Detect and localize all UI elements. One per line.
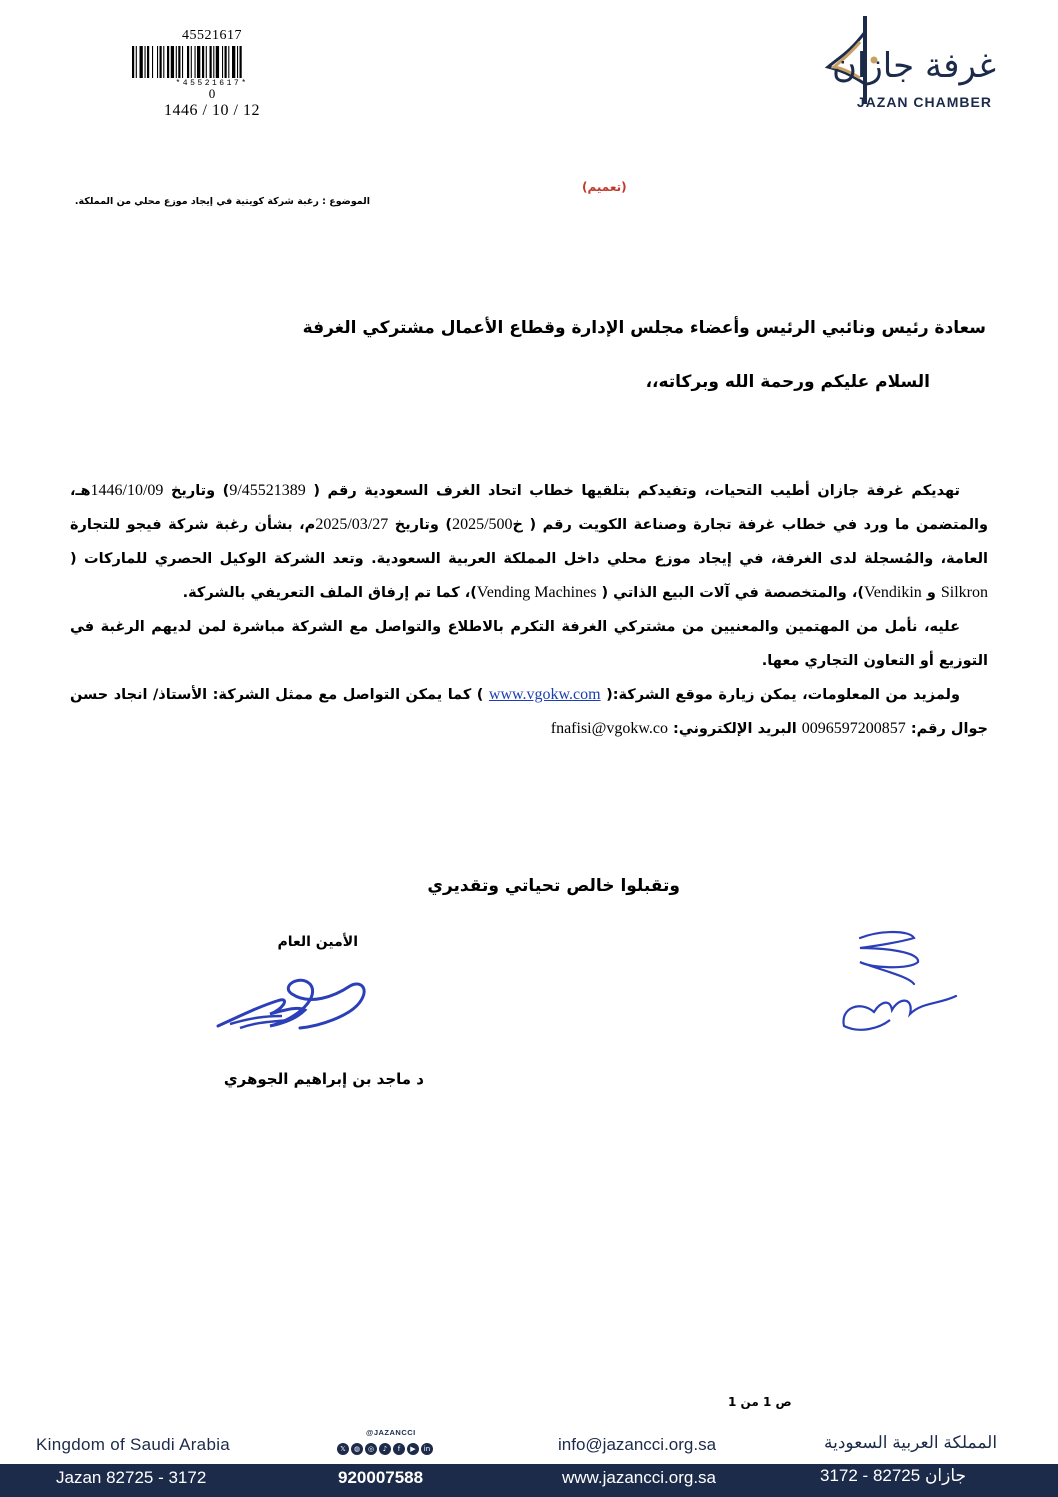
body-paragraph-1: تهديكم غرفة جازان أطيب التحيات، وتفيدكم بتلقيها خطاب اتحاد الغرف السعودية رقم ( 9/45521389) وتاريخ 1446/10/09هـ، والمتضمن ما ورد في خطاب غرفة تجارة وصناعة الكويت رقم ( خ2025/500) وتاريخ 2025/03/27م، بشأن رغبة شركة فيجو للتجارة العامة، والمُسجلة لدى الغرفة، في إيجاد موزع محلي داخل المملكة العربية السعودية. وتعد الشركة الوكيل الحصري للماركات ( Silkron و Vendikin)، والمتخصصة في آلات البيع الذاتي ( Vending Machines)، كما تم إرفاق الملف التعريفي بالشركة.	[70, 482, 989, 601]
tiktok-icon[interactable]: ♪	[379, 1443, 391, 1455]
footer-social-icons	[337, 1443, 433, 1457]
body-paragraph-3: ولمزيد من المعلومات، يمكن زيارة موقع الشركة:( www.vgokw.com ) كما يمكن التواصل مع ممثل الشركة: الأستاذ/ انجاد حسن جوال رقم: 0096597200857 البريد الإلكتروني: fnafisi@vgokw.co	[70, 686, 988, 737]
barcode-zero: 0	[208, 86, 216, 101]
letter-subject: الموضوع : رغبة شركة كويتية في إيجاد موزع محلي من المملكة.	[74, 196, 370, 207]
company-website-link[interactable]: www.vgokw.com	[488, 686, 601, 703]
representative-mobile: 0096597200857	[801, 720, 906, 737]
signatory-title: الأمين العام	[277, 934, 358, 950]
letter-body	[70, 474, 988, 746]
reference-number: 9/45521389	[229, 482, 306, 499]
linkedin-icon[interactable]: in	[421, 1443, 433, 1455]
footer-website[interactable]: www.jazancci.org.sa	[562, 1468, 717, 1487]
page-number: ص 1 من 1	[728, 1395, 792, 1409]
representative-email: fnafisi@vgokw.co	[550, 720, 668, 737]
kuwait-reference-number: 2025/500	[452, 516, 513, 533]
footer-social-handle: @JAZANCCI	[366, 1428, 416, 1437]
footer-phone[interactable]: 920007588	[338, 1468, 424, 1487]
body-paragraph-2: عليه، نأمل من المهتمين والمعنيين من مشتركي الغرفة التكرم بالاطلاع والتواصل مع الشركة مباشرة لمن لديهم الرغبة في التوزيع أو التعاون التجاري معها.	[70, 619, 988, 669]
logo-text-english: JAZAN CHAMBER	[856, 94, 992, 110]
kuwait-reference-date: 2025/03/27	[315, 516, 389, 533]
footer-kingdom-arabic: المملكة العربية السعودية	[824, 1433, 998, 1452]
barcode-block	[122, 28, 302, 120]
hijri-date: 1446 / 10 / 12	[164, 102, 260, 119]
reference-date: 1446/10/09	[90, 482, 164, 499]
brand-silkron: Silkron	[940, 584, 988, 601]
brand-vendikin: Vendikin	[863, 584, 922, 601]
snapchat-icon[interactable]: ◍	[351, 1443, 363, 1455]
signatory-name: د ماجد بن إبراهيم الجوهري	[223, 1070, 424, 1088]
facebook-icon[interactable]: f	[393, 1443, 405, 1455]
letter-greeting: السلام عليكم ورحمة الله وبركاته،،	[645, 372, 930, 392]
letter-addressee: سعادة رئيس ونائبي الرئيس وأعضاء مجلس الإدارة وقطاع الأعمال مشتركي الغرفة	[302, 318, 986, 338]
secretary-general-signature	[210, 966, 380, 1046]
jazan-chamber-logo	[800, 12, 1030, 112]
letter-closing: وتقبلوا خالص تحياتي وتقديري	[427, 876, 680, 896]
footer-kingdom-english: Kingdom of Saudi Arabia	[36, 1435, 231, 1454]
barcode-number: 45521617	[182, 28, 242, 43]
circular-label: (تعميم)	[582, 180, 627, 194]
barcode-human-readable: *45521617*	[175, 79, 249, 88]
vending-machines-term: Vending Machines	[476, 584, 597, 601]
footer-email[interactable]: info@jazancci.org.sa	[558, 1435, 717, 1454]
x-icon[interactable]: 𝕏	[337, 1443, 349, 1455]
footer-city-arabic: جازان 82725 - 3172	[820, 1466, 967, 1485]
footer-city-english: Jazan 82725 - 3172	[56, 1468, 207, 1487]
barcode-image	[132, 46, 292, 78]
logo-text-arabic: غرفة جازان	[831, 46, 996, 86]
instagram-icon[interactable]: ◎	[365, 1443, 377, 1455]
youtube-icon[interactable]: ▶	[407, 1443, 419, 1455]
reviewer-initials-signature	[830, 918, 970, 1048]
